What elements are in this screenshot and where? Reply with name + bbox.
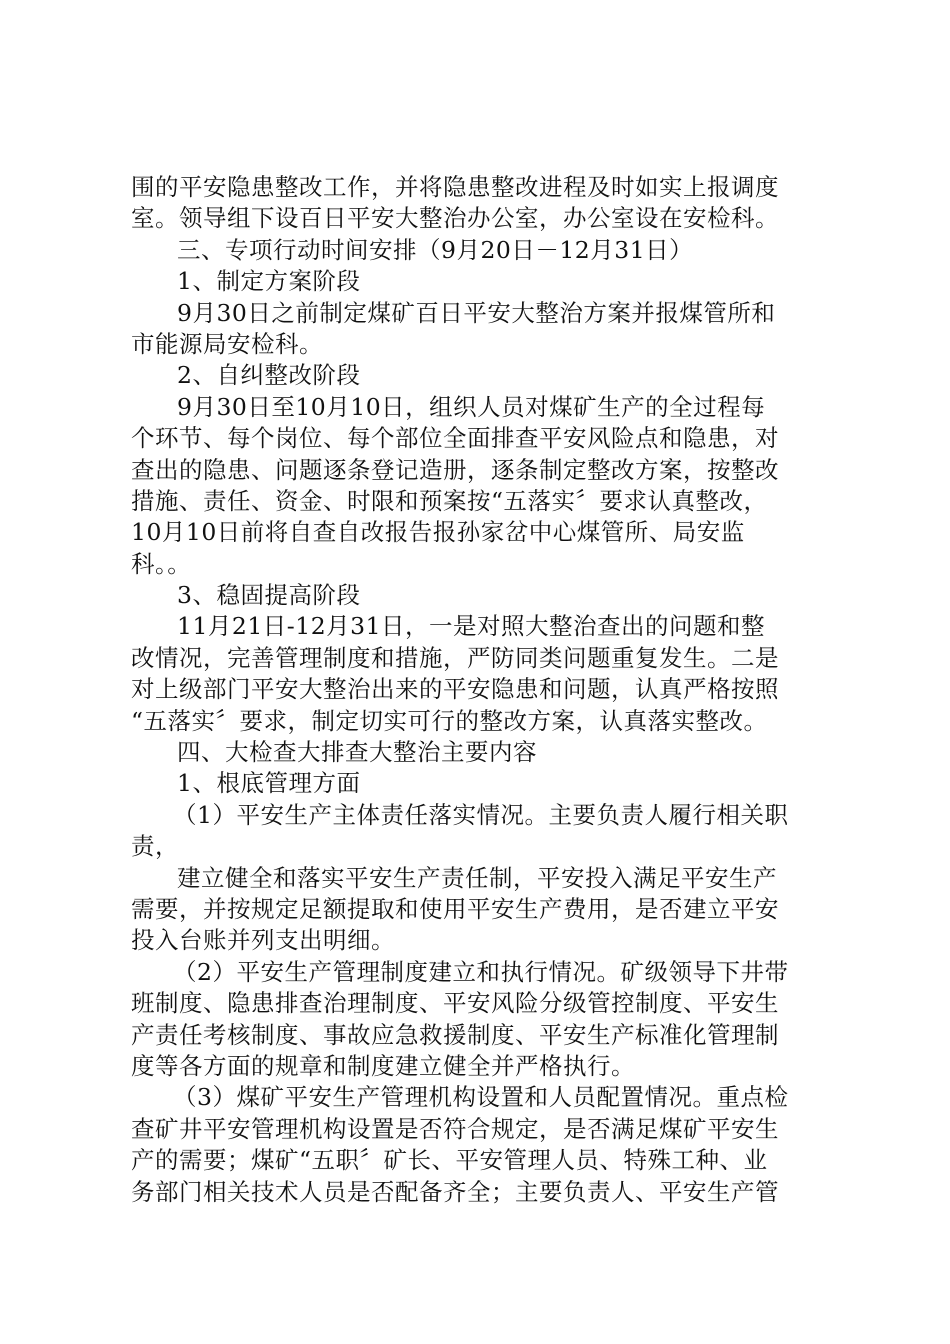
text-line: （1）平安生产主体责任落实情况。主要负责人履行相关职 [173,800,789,829]
text-line: 2、自纠整改阶段 [177,361,361,390]
text-line: 责， [131,832,179,861]
text-line: 1、制定方案阶段 [177,267,361,296]
text-line: 务部门相关技术人员是否配备齐全；主要负责人、平安生产管 [131,1177,779,1206]
text-line: 9月30日之前制定煤矿百日平安大整治方案并报煤管所和 [177,298,776,327]
text-line: 围的平安隐患整改工作，并将隐患整改进程及时如实上报调度 [131,173,779,201]
text-line: 需要，并按规定足额提取和使用平安生产费用，是否建立平安 [131,894,779,923]
text-line: 11月21日-12月31日，一是对照大整治查出的问题和整 [177,612,766,641]
text-line: 产责任考核制度、事故应急救援制度、平安生产标准化管理制 [131,1020,779,1049]
document-body [131,172,831,1208]
text-line: 投入台账并列支出明细。 [131,926,395,955]
text-line: （3）煤矿平安生产管理机构设置和人员配置情况。重点检 [173,1083,789,1112]
text-line: 度等各方面的规章和制度建立健全并严格执行。 [131,1051,635,1080]
text-line: 改情况，完善管理制度和措施，严防同类问题重复发生。二是 [131,643,779,672]
text-line: 科。。 [131,549,192,578]
text-line: 1、根底管理方面 [177,769,361,798]
text-line: 四、大检查大排查大整治主要内容 [177,738,537,767]
text-line: 三、专项行动时间安排（9月20日－12月31日） [177,235,694,264]
text-line: 市能源局安检科。 [131,329,323,358]
text-line: 措施、责任、资金、时限和预案按“五落实〞要求认真整改， [131,486,768,515]
text-line: 个环节、每个岗位、每个部位全面排查平安风险点和隐患，对 [131,424,779,453]
text-line: 建立健全和落实平安生产责任制，平安投入满足平安生产 [177,863,777,892]
text-line: 9月30日至10月10日，组织人员对煤矿生产的全过程每 [177,392,766,421]
text-line: 对上级部门平安大整治出来的平安隐患和问题，认真严格按照 [131,675,779,704]
text-line: 产的需要；煤矿“五职〞矿长、平安管理人员、特殊工种、业 [131,1146,768,1175]
text-line: 3、稳固提高阶段 [177,581,361,610]
text-line: “五落实〞要求，制定切实可行的整改方案，认真落实整改。 [131,706,768,735]
text-line: （2）平安生产管理制度建立和执行情况。矿级领导下井带 [173,957,789,986]
text-line: 10月10日前将自查自改报告报孙家岔中心煤管所、局安监 [131,518,745,547]
text-line: 班制度、隐患排查治理制度、平安风险分级管控制度、平安生 [131,989,779,1018]
text-line: 查矿井平安管理机构设置是否符合规定，是否满足煤矿平安生 [131,1114,779,1143]
text-line: 室。领导组下设百日平安大整治办公室，办公室设在安检科。 [131,204,779,233]
text-line: 查出的隐患、问题逐条登记造册，逐条制定整改方案，按整改 [131,455,779,484]
